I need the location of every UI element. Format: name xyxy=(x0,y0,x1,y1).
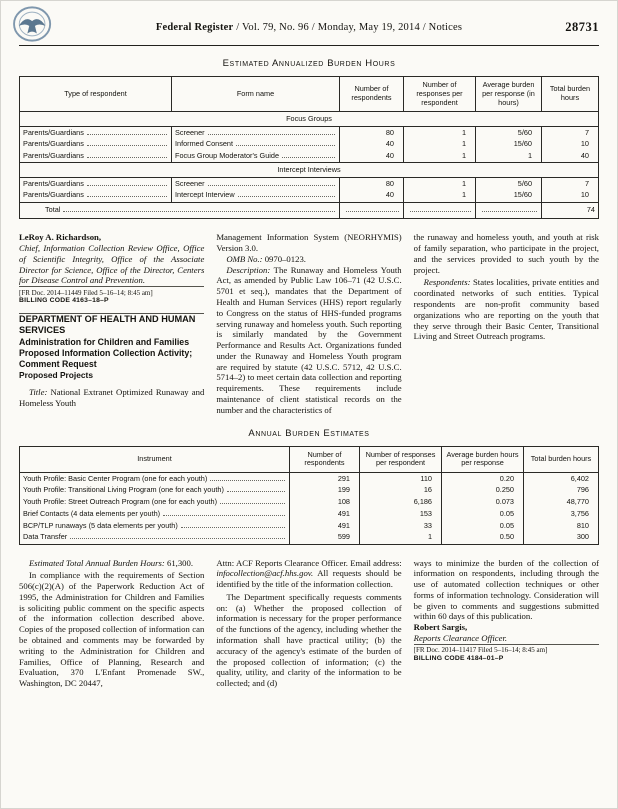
cell-instrument: BCP/TLP runaways (5 data elements per youth) xyxy=(20,520,290,532)
cell-respondents: 199 xyxy=(290,485,360,497)
dot-leader xyxy=(210,480,285,481)
table-row xyxy=(20,151,599,163)
dot-leader xyxy=(482,211,537,212)
proposed-projects-heading: Proposed Projects xyxy=(19,369,94,380)
signer-name: Robert Sargis, xyxy=(413,622,468,633)
group-label: Focus Groups xyxy=(20,112,599,127)
page-number: 28731 xyxy=(565,20,599,34)
cell-avg-burden: 5/60 xyxy=(476,127,542,139)
dot-leader xyxy=(236,145,335,146)
office-of-federal-register-eagle-logo xyxy=(11,5,57,43)
middle-column xyxy=(216,232,401,415)
dot-leader xyxy=(87,134,167,135)
cell-form-name: Screener xyxy=(172,178,340,190)
cell-respondent-type: Parents/Guardians xyxy=(20,139,172,151)
table-row xyxy=(20,190,599,202)
empty-cell xyxy=(404,202,476,219)
cell-total-hours: 10 xyxy=(542,139,599,151)
spacer xyxy=(19,380,204,387)
title-paragraph: Title: National Extranet Optimized Runaway and Homeless Youth xyxy=(19,387,205,408)
middle-column xyxy=(216,558,401,689)
omb-paragraph: OMB No.: 0970–0123. xyxy=(226,253,306,264)
dot-leader xyxy=(227,491,285,492)
total-burden-label: Estimated Total Annual Burden Hours: xyxy=(29,557,165,568)
col-responses-per-respondent: Number of responses per respondent xyxy=(404,77,476,112)
description-continuation: the runaway and homeless youth, and youth at risk of family separation, who participate in the project, and the services provided to such youth by the project. xyxy=(413,232,599,275)
respondents-paragraph: Respondents: States localities, private entities and coordinated networks of such entities. Typical respondents are non-profit community based organizations who are reporting on the youth that they serve through their Basic Center, Transitional Living and Street Outreach programs. xyxy=(413,277,599,342)
cell-respondent-type: Parents/Guardians xyxy=(20,190,172,202)
cell-total-hours: 40 xyxy=(542,151,599,163)
cell-avg-burden: 0.05 xyxy=(442,520,524,532)
requests-paragraph: The Department specifically requests comments on: (a) Whether the proposed collection of information is necessary for the proper performance of the functions of the agency, including whether the information shall have practical utility; (b) the accuracy of the agency's estimate of the burden of the proposed collection of information; (c) the quality, utility, and clarity of the information to be collected; and (d) xyxy=(216,591,402,689)
respondents-label: Respondents: xyxy=(423,277,471,288)
annual-burden-estimates-table xyxy=(19,446,599,545)
cell-respondents: 80 xyxy=(340,178,404,190)
cell-respondents: 40 xyxy=(340,139,404,151)
table-row xyxy=(20,532,599,544)
cell-respondents: 108 xyxy=(290,497,360,509)
empty-cell xyxy=(476,202,542,219)
col-number-of-respondents: Number of respondents xyxy=(290,446,360,473)
description-paragraph: Description: The Runaway and Homeless Youth Act, as amended by Public Law 106–71 (42 U.S.C. 5701 et seq.), mandates that the Department of Health and Human Services (HHS) report regularly to Congress on the status of HHS-funded programs serving runaway and homeless youth. Such reporting is similarly mandated by the Government Performance and Results Act. Organizations funded under the Runaway and Homeless Youth program are required by statute (42 U.S.C. 5712, 42 U.S.C. 5714–2) to meet certain data collection and reporting requirements. These requirements include maintenance of client statistical records on the number and the characteristics of xyxy=(216,264,402,415)
dot-leader xyxy=(410,211,471,212)
group-label: Intercept Interviews xyxy=(20,163,599,178)
compliance-paragraph: In compliance with the requirements of Section 506(c)(2)(A) of the Paperwork Reduction Act of 1995, the Administration for Children and Families is soliciting public comment on the specific aspects of the information collection described above. Copies of the proposed collection of information can be obtained and comments may be forwarded by writing to the Administration for Children and Families, Office of Planning, Research and Evaluation, 370 L'Enfant Promenade SW., Washington, DC 20447, xyxy=(19,570,205,689)
col-total-burden-hours: Total burden hours xyxy=(524,446,599,473)
dot-leader xyxy=(238,196,335,197)
page-header xyxy=(19,7,599,43)
cell-total-hours: 10 xyxy=(542,190,599,202)
col-average-burden: Average burden per response (in hours) xyxy=(476,77,542,112)
cell-respondents: 599 xyxy=(290,532,360,544)
cell-responses: 1 xyxy=(360,532,442,544)
cell-form-name: Intercept Interview xyxy=(172,190,340,202)
email-address: infocollection@acf.hhs.gov. xyxy=(216,568,314,579)
cell-total-hours: 796 xyxy=(524,485,599,497)
left-column xyxy=(19,558,204,689)
cell-responses: 1 xyxy=(404,139,476,151)
table1-title: Estimated Annualized Burden Hours xyxy=(222,58,396,69)
signer-title: Chief, Information Collection Review Office, Office of Scientific Integrity, Office of the Associate Director for Science, Office of the Director, Centers for Disease Control and Prevention. xyxy=(19,243,205,286)
billing-code: BILLING CODE 4163–18–P xyxy=(19,297,109,305)
cell-avg-burden: 0.05 xyxy=(442,508,524,520)
cell-total-hours: 6,402 xyxy=(524,473,599,485)
cell-instrument: Data Transfer xyxy=(20,532,290,544)
table-row xyxy=(20,473,599,485)
dot-leader xyxy=(63,211,335,212)
cell-total-hours: 7 xyxy=(542,178,599,190)
col-responses-per-respondent: Number of responses per respondent xyxy=(360,446,442,473)
table-row xyxy=(20,178,599,190)
cell-instrument: Youth Profile: Street Outreach Program (one for each youth) xyxy=(20,497,290,509)
cell-responses: 153 xyxy=(360,508,442,520)
cell-avg-burden: 0.20 xyxy=(442,473,524,485)
masthead-line xyxy=(19,7,599,33)
signer-title: Reports Clearance Officer. xyxy=(413,633,508,643)
col-type-of-respondent: Type of respondent xyxy=(20,77,172,112)
cell-respondents: 491 xyxy=(290,508,360,520)
table1-header-row xyxy=(20,77,599,112)
right-column xyxy=(414,558,599,689)
attn-paragraph: Attn: ACF Reports Clearance Officer. Email address: infocollection@acf.hhs.gov. All requests should be identified by the title of the information collection. xyxy=(216,557,402,590)
cell-total-hours: 810 xyxy=(524,520,599,532)
fr-doc-line: [FR Doc. 2014–11417 Filed 5–16–14; 8:45 am] xyxy=(414,644,599,655)
dot-leader xyxy=(87,157,167,158)
cell-respondents: 40 xyxy=(340,151,404,163)
issue-info: / Vol. 79, No. 96 / Monday, May 19, 2014 / Notices xyxy=(233,22,463,33)
subject-heading: Proposed Information Collection Activity; Comment Request xyxy=(19,347,193,369)
cell-instrument: Youth Profile: Transitional Living Program (one for each youth) xyxy=(20,485,290,497)
cell-respondents: 291 xyxy=(290,473,360,485)
dot-leader xyxy=(346,211,399,212)
cell-responses: 1 xyxy=(404,178,476,190)
col-instrument: Instrument xyxy=(20,446,290,473)
cell-form-name: Focus Group Moderator's Guide xyxy=(172,151,340,163)
table-row xyxy=(20,497,599,509)
dot-leader xyxy=(87,196,167,197)
cell-avg-burden: 5/60 xyxy=(476,178,542,190)
annualized-burden-table xyxy=(19,76,599,219)
fr-doc-line: [FR Doc. 2014–11449 Filed 5–16–14; 8:45 am] xyxy=(19,286,204,297)
signer-name: LeRoy A. Richardson, xyxy=(19,232,102,243)
table2-header-row xyxy=(20,446,599,473)
title-continuation: Management Information System (NEORHYMIS) Version 3.0. xyxy=(216,232,402,254)
cell-form-name: Informed Consent xyxy=(172,139,340,151)
cell-responses: 6,186 xyxy=(360,497,442,509)
ways-paragraph: ways to minimize the burden of the collection of information on respondents, including through the use of automated collection techniques or other forms of information technology. Consideration will be given to comments and suggestions submitted within 60 days of this publication. xyxy=(413,557,599,622)
table-row xyxy=(20,520,599,532)
cell-total-hours: 3,756 xyxy=(524,508,599,520)
cell-responses: 33 xyxy=(360,520,442,532)
cell-respondents: 40 xyxy=(340,190,404,202)
left-column xyxy=(19,232,204,415)
cell-respondent-type: Parents/Guardians xyxy=(20,127,172,139)
total-burden-paragraph: Estimated Total Annual Burden Hours: 61,300. xyxy=(29,557,194,568)
agency-heading: Administration for Children and Families xyxy=(19,336,190,347)
right-column xyxy=(414,232,599,415)
empty-cell xyxy=(340,202,404,219)
billing-code: BILLING CODE 4184–01–P xyxy=(413,654,504,662)
cell-avg-burden: 15/60 xyxy=(476,139,542,151)
cell-instrument: Youth Profile: Basic Center Program (one for each youth) xyxy=(20,473,290,485)
group-row-intercept-interviews xyxy=(20,163,599,178)
dot-leader xyxy=(181,527,285,528)
omb-label: OMB No.: xyxy=(226,253,263,264)
cell-respondents: 491 xyxy=(290,520,360,532)
description-label: Description: xyxy=(226,264,271,275)
cell-total-hours: 7 xyxy=(542,127,599,139)
cell-responses: 16 xyxy=(360,485,442,497)
cell-instrument: Brief Contacts (4 data elements per youth) xyxy=(20,508,290,520)
cell-responses: 110 xyxy=(360,473,442,485)
total-hours-cell: 74 xyxy=(542,202,599,219)
table-row xyxy=(20,139,599,151)
register-title: Federal Register xyxy=(155,22,234,33)
table-row xyxy=(20,485,599,497)
body-columns-upper xyxy=(19,232,599,415)
table2-title: Annual Burden Estimates xyxy=(248,427,370,439)
body-columns-lower xyxy=(19,558,599,689)
cell-avg-burden: 1 xyxy=(476,151,542,163)
dot-leader xyxy=(87,145,167,146)
cell-responses: 1 xyxy=(404,151,476,163)
table-row xyxy=(20,508,599,520)
cell-avg-burden: 0.250 xyxy=(442,485,524,497)
cell-total-hours: 48,770 xyxy=(524,497,599,509)
cell-responses: 1 xyxy=(404,127,476,139)
cell-respondents: 80 xyxy=(340,127,404,139)
title-label: Title: xyxy=(29,387,48,398)
col-total-burden-hours: Total burden hours xyxy=(542,77,599,112)
col-average-burden-hours: Average burden hours per response xyxy=(442,446,524,473)
dot-leader xyxy=(282,157,335,158)
cell-avg-burden: 0.50 xyxy=(442,532,524,544)
cell-avg-burden: 15/60 xyxy=(476,190,542,202)
group-row-focus-groups xyxy=(20,112,599,127)
col-form-name: Form name xyxy=(172,77,340,112)
department-heading: DEPARTMENT OF HEALTH AND HUMAN SERVICES xyxy=(19,313,196,336)
cell-respondent-type: Parents/Guardians xyxy=(20,151,172,163)
cell-responses: 1 xyxy=(404,190,476,202)
total-row xyxy=(20,202,599,219)
dot-leader xyxy=(87,185,167,186)
cell-form-name: Screener xyxy=(172,127,340,139)
cell-respondent-type: Parents/Guardians xyxy=(20,178,172,190)
dot-leader xyxy=(163,515,285,516)
table-row xyxy=(20,127,599,139)
cell-avg-burden: 0.073 xyxy=(442,497,524,509)
dot-leader xyxy=(70,538,285,539)
dot-leader xyxy=(208,134,335,135)
col-number-of-respondents: Number of respondents xyxy=(340,77,404,112)
dot-leader xyxy=(220,503,285,504)
dot-leader xyxy=(208,185,335,186)
cell-total-hours: 300 xyxy=(524,532,599,544)
total-label-cell: Total xyxy=(20,202,340,219)
header-rule xyxy=(19,45,599,46)
